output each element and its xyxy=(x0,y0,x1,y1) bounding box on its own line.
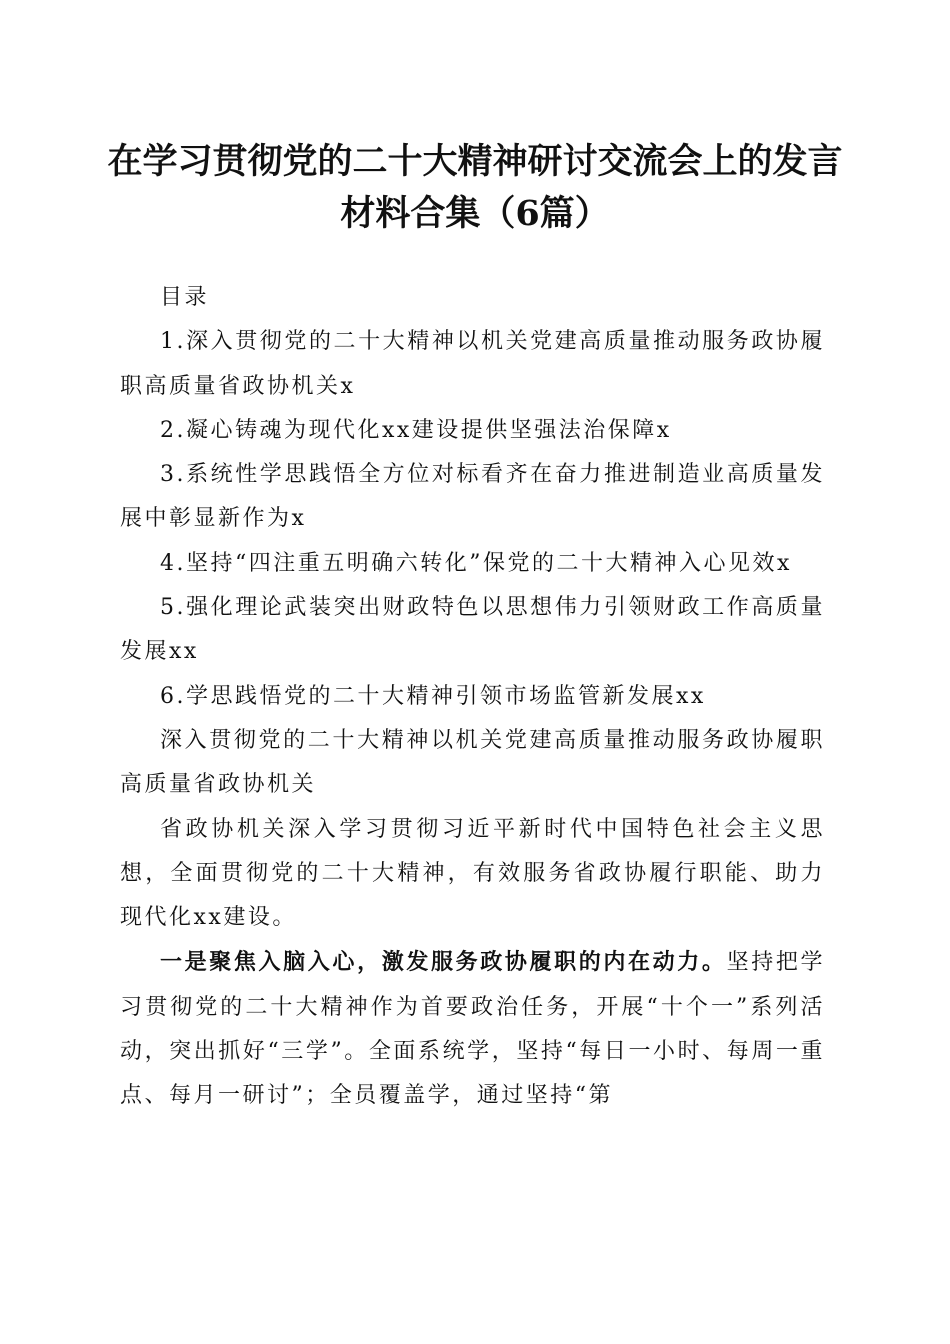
toc-item-1: 1.深入贯彻党的二十大精神以机关党建高质量推动服务政协履职高质量省政协机关x xyxy=(120,329,825,399)
toc-item-6: 6.学思践悟党的二十大精神引领市场监管新发展xx xyxy=(160,683,706,709)
toc-item-3: 3.系统性学思践悟全方位对标看齐在奋力推进制造业高质量发展中彰显新作为x xyxy=(120,462,825,532)
intro-paragraph: 省政协机关深入学习贯彻习近平新时代中国特色社会主义思想，全面贯彻党的二十大精神，有效服务省政协履行职能、助力现代化xx建设。 xyxy=(120,816,825,931)
toc-item-2: 2.凝心铸魂为现代化xx建设提供坚强法治保障x xyxy=(160,417,672,443)
document-body xyxy=(120,276,825,1119)
document-title: 在学习贯彻党的二十大精神研讨交流会上的发言材料合集（6篇） xyxy=(107,141,843,234)
toc-item-5: 5.强化理论武装突出财政特色以思想伟力引领财政工作高质量发展xx xyxy=(120,595,825,665)
point-one-text: 坚持把学习贯彻党的二十大精神作为首要政治任务，开展“十个一”系列活动，突出抓好“三学”。全面系统学，坚持“每日一小时、每周一重点、每月一研讨”；全员覆盖学，通过坚持“第 xyxy=(120,950,825,1109)
point-one-paragraph xyxy=(120,940,825,1118)
section-heading: 深入贯彻党的二十大精神以机关党建高质量推动服务政协履职高质量省政协机关 xyxy=(120,727,825,798)
point-one-lead: 一是聚焦入脑入心，激发服务政协履职的内在动力。 xyxy=(160,949,727,976)
toc-heading: 目录 xyxy=(160,285,210,310)
toc-item-4: 4.坚持“四注重五明确六转化”保党的二十大精神入心见效x xyxy=(160,550,792,576)
